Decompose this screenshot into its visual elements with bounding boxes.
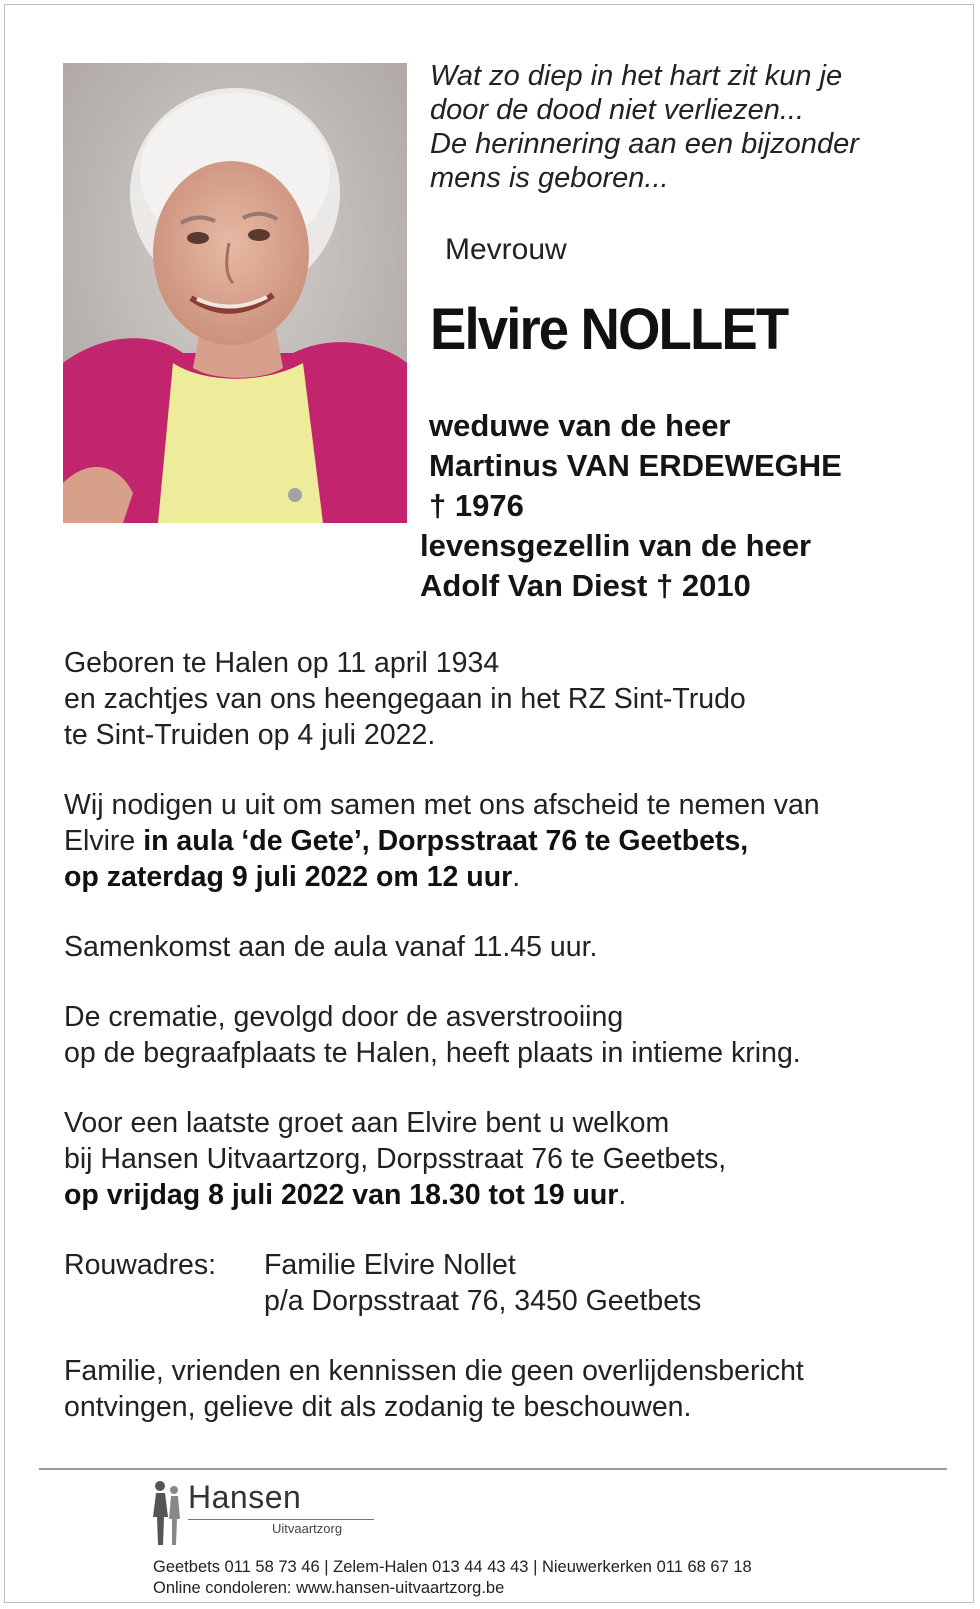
poem-line: mens is geboren... xyxy=(430,162,669,194)
ceremony-location: in aula ‘de Gete’, Dorpsstraat 76 te Geetbets, xyxy=(143,825,749,857)
text-line: ontvingen, gelieve dit als zodanig te beschouwen. xyxy=(64,1391,692,1423)
closing-paragraph xyxy=(64,1353,944,1425)
visitation-paragraph xyxy=(64,1105,944,1213)
text-line: Wij nodigen u uit om samen met ons afscheid te nemen van xyxy=(64,789,820,821)
poem-line: Wat zo diep in het hart zit kun je xyxy=(430,60,843,92)
poem-line: De herinnering aan een bijzonder xyxy=(430,128,859,160)
obituary-card xyxy=(4,4,974,1603)
relation-line: Adolf Van Diest † 2010 xyxy=(420,568,751,603)
deceased-name: Elvire NOLLET xyxy=(430,297,788,362)
address-line: Familie Elvire Nollet xyxy=(264,1249,516,1281)
visitation-datetime: op vrijdag 8 juli 2022 van 18.30 tot 19 uur xyxy=(64,1179,619,1211)
relation-line: Martinus VAN ERDEWEGHE xyxy=(429,448,842,483)
gathering-paragraph xyxy=(64,929,944,965)
portrait-illustration xyxy=(63,63,407,523)
ceremony-datetime: op zaterdag 9 juli 2022 om 12 uur xyxy=(64,861,513,893)
contact-footer xyxy=(153,1557,752,1599)
text-line: Familie, vrienden en kennissen die geen overlijdensbericht xyxy=(64,1355,804,1387)
announcement-body xyxy=(64,645,944,1459)
logo-name: Hansen xyxy=(188,1479,302,1515)
cremation-paragraph xyxy=(64,999,944,1071)
text-line: . xyxy=(512,861,521,893)
text-line: Voor een laatste groet aan Elvire bent u welkom xyxy=(64,1107,670,1139)
relations-block xyxy=(420,406,842,606)
memorial-poem xyxy=(430,59,859,195)
text-line: De crematie, gevolgd door de asverstrooiing xyxy=(64,1001,624,1033)
poem-line: door de dood niet verliezen... xyxy=(430,94,805,126)
relation-line: † 1976 xyxy=(429,488,524,523)
footer-divider xyxy=(39,1468,947,1470)
text-line: Samenkomst aan de aula vanaf 11.45 uur. xyxy=(64,931,598,963)
logo-underline xyxy=(188,1519,374,1520)
portrait-photo xyxy=(63,63,407,523)
mourning-address xyxy=(64,1247,944,1319)
text-line: op de begraafplaats te Halen, heeft plaats in intieme kring. xyxy=(64,1037,801,1069)
text-line: en zachtjes van ons heengegaan in het RZ Sint-Trudo xyxy=(64,683,746,715)
birth-paragraph xyxy=(64,645,944,753)
funeral-home-logo xyxy=(146,1477,386,1549)
text-line: te Sint-Truiden op 4 juli 2022. xyxy=(64,719,436,751)
text-line: Elvire xyxy=(64,825,144,857)
address-line: p/a Dorpsstraat 76, 3450 Geetbets xyxy=(264,1285,702,1317)
title-prefix: Mevrouw xyxy=(445,233,567,266)
text-line: bij Hansen Uitvaartzorg, Dorpsstraat 76 te Geetbets, xyxy=(64,1143,727,1175)
relation-line: weduwe van de heer xyxy=(429,408,731,443)
logo-subtitle: Uitvaartzorg xyxy=(272,1521,343,1536)
figures-logo-icon xyxy=(146,1477,186,1547)
phone-numbers: Geetbets 011 58 73 46 | Zelem-Halen 013 44 43 43 | Nieuwerkerken 011 68 67 18 xyxy=(153,1558,752,1576)
relation-line: levensgezellin van de heer xyxy=(420,528,812,563)
text-line: . xyxy=(618,1179,627,1211)
invitation-paragraph xyxy=(64,787,944,895)
text-line: Geboren te Halen op 11 april 1934 xyxy=(64,647,500,679)
online-condolences: Online condoleren: www.hansen-uitvaartzorg.be xyxy=(153,1579,505,1597)
address-label: Rouwadres: xyxy=(64,1249,217,1281)
